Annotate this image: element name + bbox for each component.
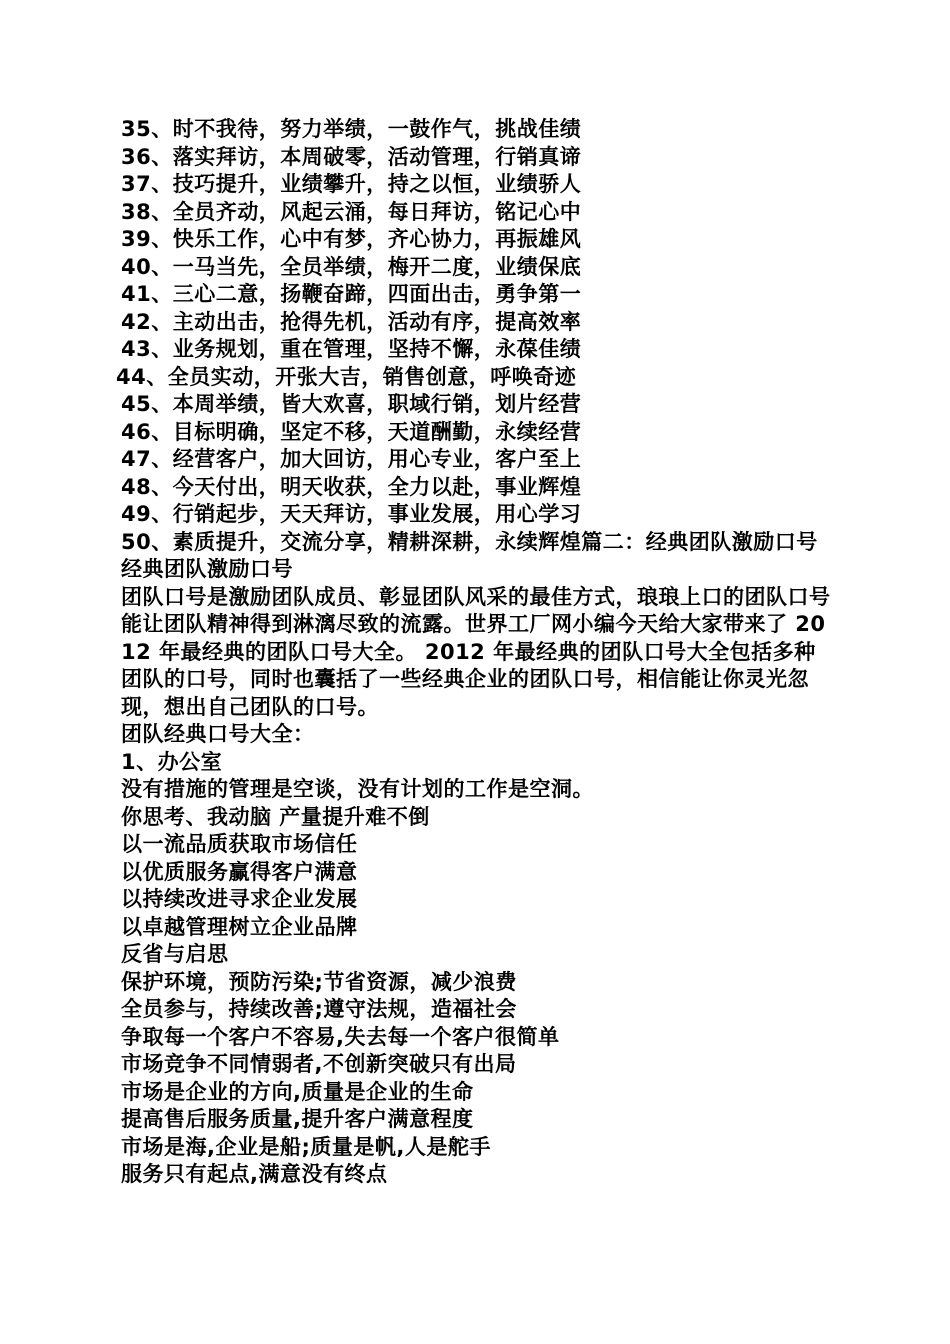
slogan-43: 43、业务规划，重在管理，坚持不懈，永葆佳绩 <box>121 337 582 361</box>
slogan-36: 36、落实拜访，本周破零，活动管理，行销真谛 <box>121 144 582 169</box>
office-slogan: 市场是海,企业是船;质量是帆,人是舵手 <box>121 1134 491 1159</box>
office-slogan: 提高售后服务质量,提升客户满意程度 <box>121 1107 474 1131</box>
office-slogan: 以持续改进寻求企业发展 <box>121 887 358 911</box>
office-slogan: 以卓越管理树立企业品牌 <box>121 914 358 939</box>
slogan-47: 47、经营客户，加大回访，用心专业，客户至上 <box>121 447 582 471</box>
slogan-48: 48、今天付出，明天收获，全力以赴，事业辉煌 <box>121 474 582 499</box>
office-slogan: 以优质服务赢得客户满意 <box>121 859 358 884</box>
slogan-37: 37、技巧提升，业绩攀升，持之以恒，业绩骄人 <box>121 172 582 196</box>
office-slogan: 保护环境，预防污染;节省资源，减少浪费 <box>121 969 517 994</box>
slogan-46: 46、目标明确，坚定不移，天道酬勤，永续经营 <box>121 419 582 444</box>
slogan-39: 39、快乐工作，心中有梦，齐心协力，再振雄风 <box>121 227 582 251</box>
slogan-50-with-heading: 50、素质提升，交流分享，精耕深耕，永续辉煌篇二：经典团队激励口号 <box>121 529 818 554</box>
slogan-38: 38、全员齐动，风起云涌，每日拜访，铭记心中 <box>121 199 582 224</box>
office-slogan: 市场竞争不同情弱者,不创新突破只有出局 <box>121 1052 517 1076</box>
office-slogan: 全员参与，持续改善;遵守法规，造福社会 <box>121 997 517 1021</box>
slogan-41: 41、三心二意，扬鞭奋蹄，四面出击，勇争第一 <box>121 282 582 306</box>
section-title: 经典团队激励口号 <box>121 557 293 581</box>
office-slogan: 以一流品质获取市场信任 <box>121 832 358 856</box>
office-slogan: 争取每一个客户不容易,失去每一个客户很简单 <box>121 1024 560 1049</box>
slogan-44: 44、全员实动，开张大吉，销售创意，呼唤奇迹 <box>116 364 577 389</box>
office-slogan: 市场是企业的方向,质量是企业的生命 <box>121 1079 474 1104</box>
list-title: 团队经典口号大全： <box>121 722 315 746</box>
office-slogan: 你思考、我动脑 产量提升难不倒 <box>121 804 430 829</box>
slogan-49: 49、行销起步，天天拜访，事业发展，用心学习 <box>121 502 582 526</box>
slogan-45: 45、本周举绩，皆大欢喜，职域行销，划片经营 <box>121 392 582 416</box>
office-slogan: 没有措施的管理是空谈，没有计划的工作是空洞。 <box>121 777 594 801</box>
document-body <box>116 116 836 1189</box>
category-office: 1、办公室 <box>121 749 223 774</box>
office-slogan: 反省与启思 <box>121 942 229 966</box>
slogan-42: 42、主动出击，抢得先机，活动有序，提高效率 <box>121 309 582 334</box>
office-slogan: 服务只有起点,满意没有终点 <box>121 1162 388 1186</box>
intro-paragraph: 团队口号是激励团队成员、彰显团队风采的最佳方式，琅琅上口的团队口号能让团队精神得到淋漓尽致的流露。世界工厂网小编今天给大家带来了 2012 年最经典的团队口号大全。 2012 年最经典的团队口号大全包括多种团队的口号，同时也囊括了一些经典企业的团队口号，相信能让你灵光忽现，想出自己团队的口号。 <box>121 584 831 719</box>
slogan-35: 35、时不我待，努力举绩，一鼓作气，挑战佳绩 <box>121 117 582 141</box>
slogan-40: 40、一马当先，全员举绩，梅开二度，业绩保底 <box>121 254 582 279</box>
